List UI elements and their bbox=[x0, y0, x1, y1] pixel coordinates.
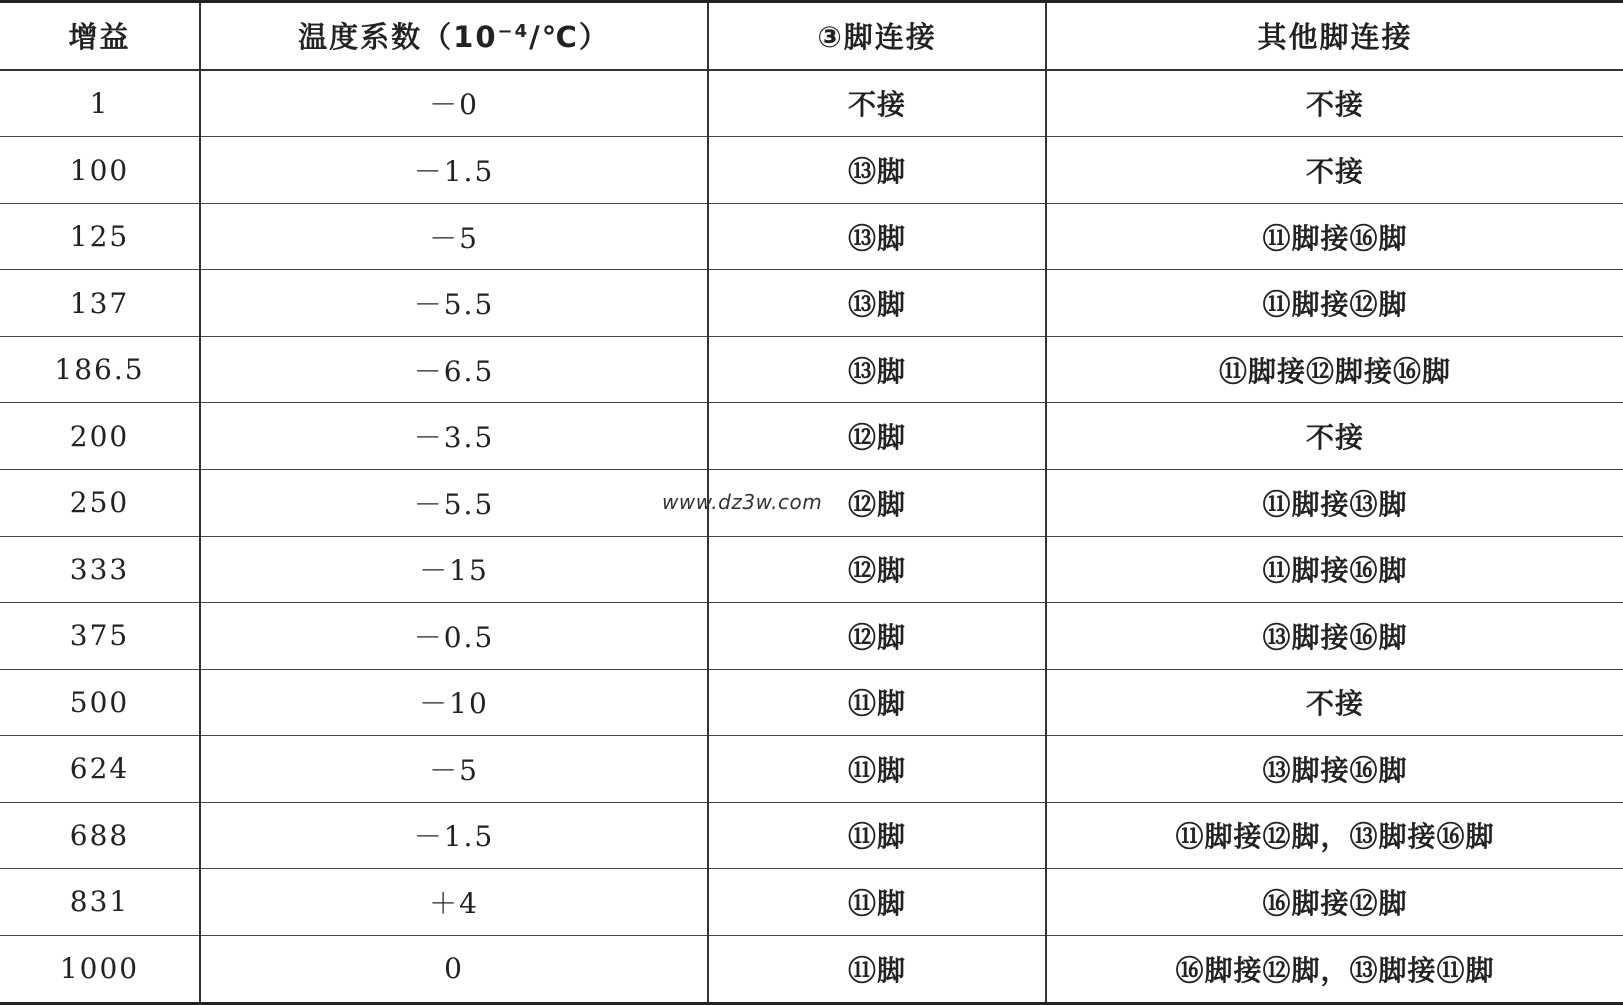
cell-other-pins-connection: ⑪脚接⑯脚 bbox=[1046, 203, 1623, 270]
table-row bbox=[0, 70, 1623, 137]
cell-other-pins-connection: ⑪脚接⑫脚 bbox=[1046, 270, 1623, 337]
cell-temp-coefficient: －1.5 bbox=[200, 802, 708, 869]
table-row bbox=[0, 536, 1623, 603]
cell-other-pins-connection: 不接 bbox=[1046, 137, 1623, 204]
cell-temp-coefficient: 0 bbox=[200, 935, 708, 1003]
table-row bbox=[0, 869, 1623, 936]
header-other-pins-connection: 其他脚连接 bbox=[1046, 2, 1623, 70]
header-temp-coef-prefix: 温度系数（10 bbox=[298, 20, 498, 55]
cell-other-pins-connection: ⑬脚接⑯脚 bbox=[1046, 603, 1623, 670]
cell-gain: 1 bbox=[0, 70, 200, 137]
cell-pin3-connection: ⑬脚 bbox=[708, 137, 1046, 204]
cell-pin3-connection: ⑫脚 bbox=[708, 403, 1046, 470]
cell-temp-coefficient: －10 bbox=[200, 669, 708, 736]
cell-gain: 500 bbox=[0, 669, 200, 736]
cell-temp-coefficient: －0.5 bbox=[200, 603, 708, 670]
cell-other-pins-connection: ⑯脚接⑫脚 bbox=[1046, 869, 1623, 936]
header-gain: 增益 bbox=[0, 2, 200, 70]
cell-other-pins-connection: 不接 bbox=[1046, 70, 1623, 137]
cell-pin3-connection: ⑬脚 bbox=[708, 336, 1046, 403]
cell-other-pins-connection: ⑪脚接⑬脚 bbox=[1046, 470, 1623, 537]
table-body bbox=[0, 70, 1623, 1004]
table-row bbox=[0, 603, 1623, 670]
cell-gain: 137 bbox=[0, 270, 200, 337]
cell-other-pins-connection: ⑯脚接⑫脚，⑬脚接⑪脚 bbox=[1046, 935, 1623, 1003]
cell-pin3-connection: ⑪脚 bbox=[708, 669, 1046, 736]
cell-gain: 125 bbox=[0, 203, 200, 270]
cell-gain: 100 bbox=[0, 137, 200, 204]
cell-gain: 831 bbox=[0, 869, 200, 936]
cell-temp-coefficient: －5 bbox=[200, 203, 708, 270]
cell-pin3-connection: 不接 bbox=[708, 70, 1046, 137]
cell-temp-coefficient: －3.5 bbox=[200, 403, 708, 470]
header-temp-coef-exponent: −4 bbox=[497, 21, 530, 43]
cell-temp-coefficient: ＋4 bbox=[200, 869, 708, 936]
cell-temp-coefficient: －0 bbox=[200, 70, 708, 137]
cell-pin3-connection: ⑪脚 bbox=[708, 802, 1046, 869]
cell-temp-coefficient: －15 bbox=[200, 536, 708, 603]
cell-temp-coefficient: －5 bbox=[200, 736, 708, 803]
table-row bbox=[0, 802, 1623, 869]
header-temp-coef-suffix: /℃） bbox=[529, 20, 610, 55]
table-row bbox=[0, 137, 1623, 204]
table-row bbox=[0, 403, 1623, 470]
header-temp-coefficient bbox=[200, 2, 708, 70]
cell-pin3-connection: ⑪脚 bbox=[708, 869, 1046, 936]
table-row bbox=[0, 669, 1623, 736]
cell-temp-coefficient: －5.5 bbox=[200, 270, 708, 337]
cell-temp-coefficient: －5.5 bbox=[200, 470, 708, 537]
cell-gain: 688 bbox=[0, 802, 200, 869]
cell-pin3-connection: ⑬脚 bbox=[708, 203, 1046, 270]
cell-pin3-connection: ⑬脚 bbox=[708, 270, 1046, 337]
header-row bbox=[0, 2, 1623, 70]
cell-gain: 1000 bbox=[0, 935, 200, 1003]
cell-gain: 375 bbox=[0, 603, 200, 670]
cell-other-pins-connection: ⑪脚接⑫脚，⑬脚接⑯脚 bbox=[1046, 802, 1623, 869]
table-row bbox=[0, 270, 1623, 337]
cell-other-pins-connection: ⑪脚接⑫脚接⑯脚 bbox=[1046, 336, 1623, 403]
cell-gain: 186.5 bbox=[0, 336, 200, 403]
cell-other-pins-connection: 不接 bbox=[1046, 403, 1623, 470]
cell-other-pins-connection: 不接 bbox=[1046, 669, 1623, 736]
cell-gain: 200 bbox=[0, 403, 200, 470]
cell-gain: 624 bbox=[0, 736, 200, 803]
table-row bbox=[0, 736, 1623, 803]
cell-gain: 333 bbox=[0, 536, 200, 603]
cell-other-pins-connection: ⑬脚接⑯脚 bbox=[1046, 736, 1623, 803]
cell-temp-coefficient: －1.5 bbox=[200, 137, 708, 204]
cell-pin3-connection: ⑪脚 bbox=[708, 935, 1046, 1003]
cell-pin3-connection: ⑫脚 bbox=[708, 536, 1046, 603]
cell-gain: 250 bbox=[0, 470, 200, 537]
cell-pin3-connection: ⑫脚 bbox=[708, 603, 1046, 670]
cell-pin3-connection: ⑫脚 bbox=[708, 470, 1046, 537]
watermark-text: www.dz3w.com bbox=[662, 490, 823, 514]
table-row bbox=[0, 336, 1623, 403]
cell-temp-coefficient: －6.5 bbox=[200, 336, 708, 403]
cell-other-pins-connection: ⑪脚接⑯脚 bbox=[1046, 536, 1623, 603]
table-row bbox=[0, 935, 1623, 1003]
cell-pin3-connection: ⑪脚 bbox=[708, 736, 1046, 803]
table-row bbox=[0, 203, 1623, 270]
header-pin3-connection: ③脚连接 bbox=[708, 2, 1046, 70]
